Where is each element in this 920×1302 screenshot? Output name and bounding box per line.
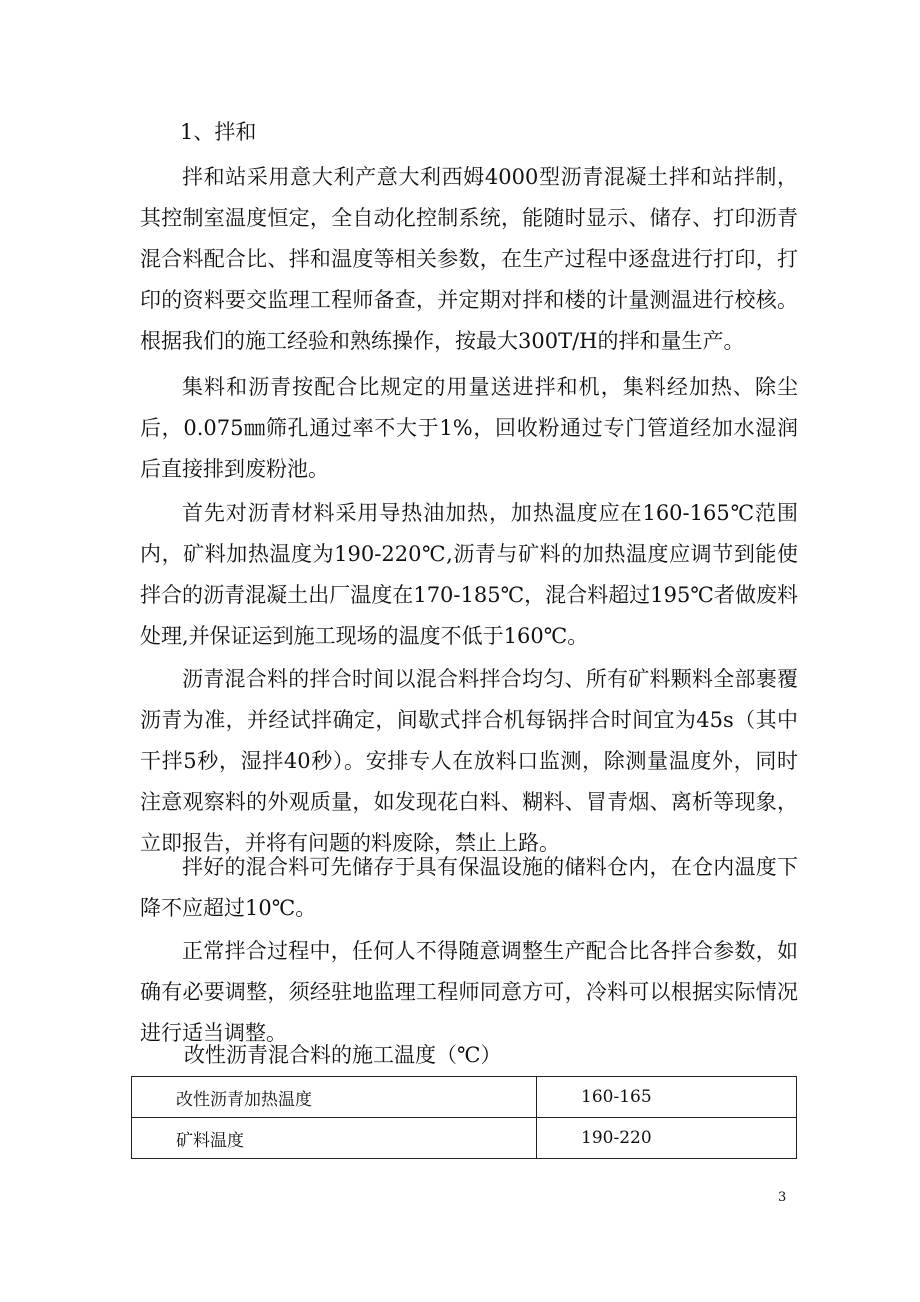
- table-row: [132, 1077, 797, 1118]
- paragraph-heating: 首先对沥青材料采用导热油加热，加热温度应在160-165℃范围内，矿料加热温度为190-220℃,沥青与矿料的加热温度应调节到能使拌合的沥青混凝土出厂温度在170-185℃，混合料超过195℃者做废料处理,并保证运到施工现场的温度不低于160℃。: [140, 501, 798, 648]
- table-cell-value: 190-220: [537, 1118, 797, 1159]
- paragraph-adjustment: 正常拌合过程中，任何人不得随意调整生产配合比各拌合参数，如确有必要调整，须经驻地监理工程师同意方可，冷料可以根据实际情况进行适当调整。: [140, 939, 798, 1045]
- section-heading: 1、拌和: [180, 120, 257, 144]
- table-cell-value: 160-165: [537, 1077, 797, 1118]
- table-cell-name: 矿料温度: [132, 1118, 537, 1159]
- paragraph-aggregate: 集料和沥青按配合比规定的用量送进拌和机，集料经加热、除尘后，0.075㎜筛孔通过率不大于1%，回收粉通过专门管道经加水湿润后直接排到废粉池。: [140, 375, 798, 481]
- table-row: [132, 1118, 797, 1159]
- paragraph-mixing-station: 拌和站采用意大利产意大利西姆4000型沥青混凝土拌和站拌制，其控制室温度恒定，全自动化控制系统，能随时显示、储存、打印沥青混合料配合比、拌和温度等相关参数，在生产过程中逐盘进行打印，打印的资料要交监理工程师备查，并定期对拌和楼的计量测温进行校核。根据我们的施工经验和熟练操作，按最大300T/H的拌和量生产。: [140, 165, 798, 353]
- page-number: 3: [778, 1190, 787, 1205]
- temperature-table: [131, 1076, 797, 1159]
- paragraph-storage: 拌好的混合料可先储存于具有保温设施的储料仓内，在仓内温度下降不应超过10℃。: [140, 855, 798, 920]
- paragraph-mixing-time: 沥青混合料的拌合时间以混合料拌合均匀、所有矿料颗料全部裹覆沥青为准，并经试拌确定，间歇式拌合机每锅拌合时间宜为45s（其中干拌5秒，湿拌40秒）。安排专人在放料口监测，除测量温度外，同时注意观察料的外观质量，如发现花白料、糊料、冒青烟、离析等现象，立即报告，并将有问题的料废除，禁止上路。: [140, 667, 798, 855]
- table-caption: 改性沥青混合料的施工温度（℃）: [184, 1043, 502, 1067]
- table-cell-name: 改性沥青加热温度: [132, 1077, 537, 1118]
